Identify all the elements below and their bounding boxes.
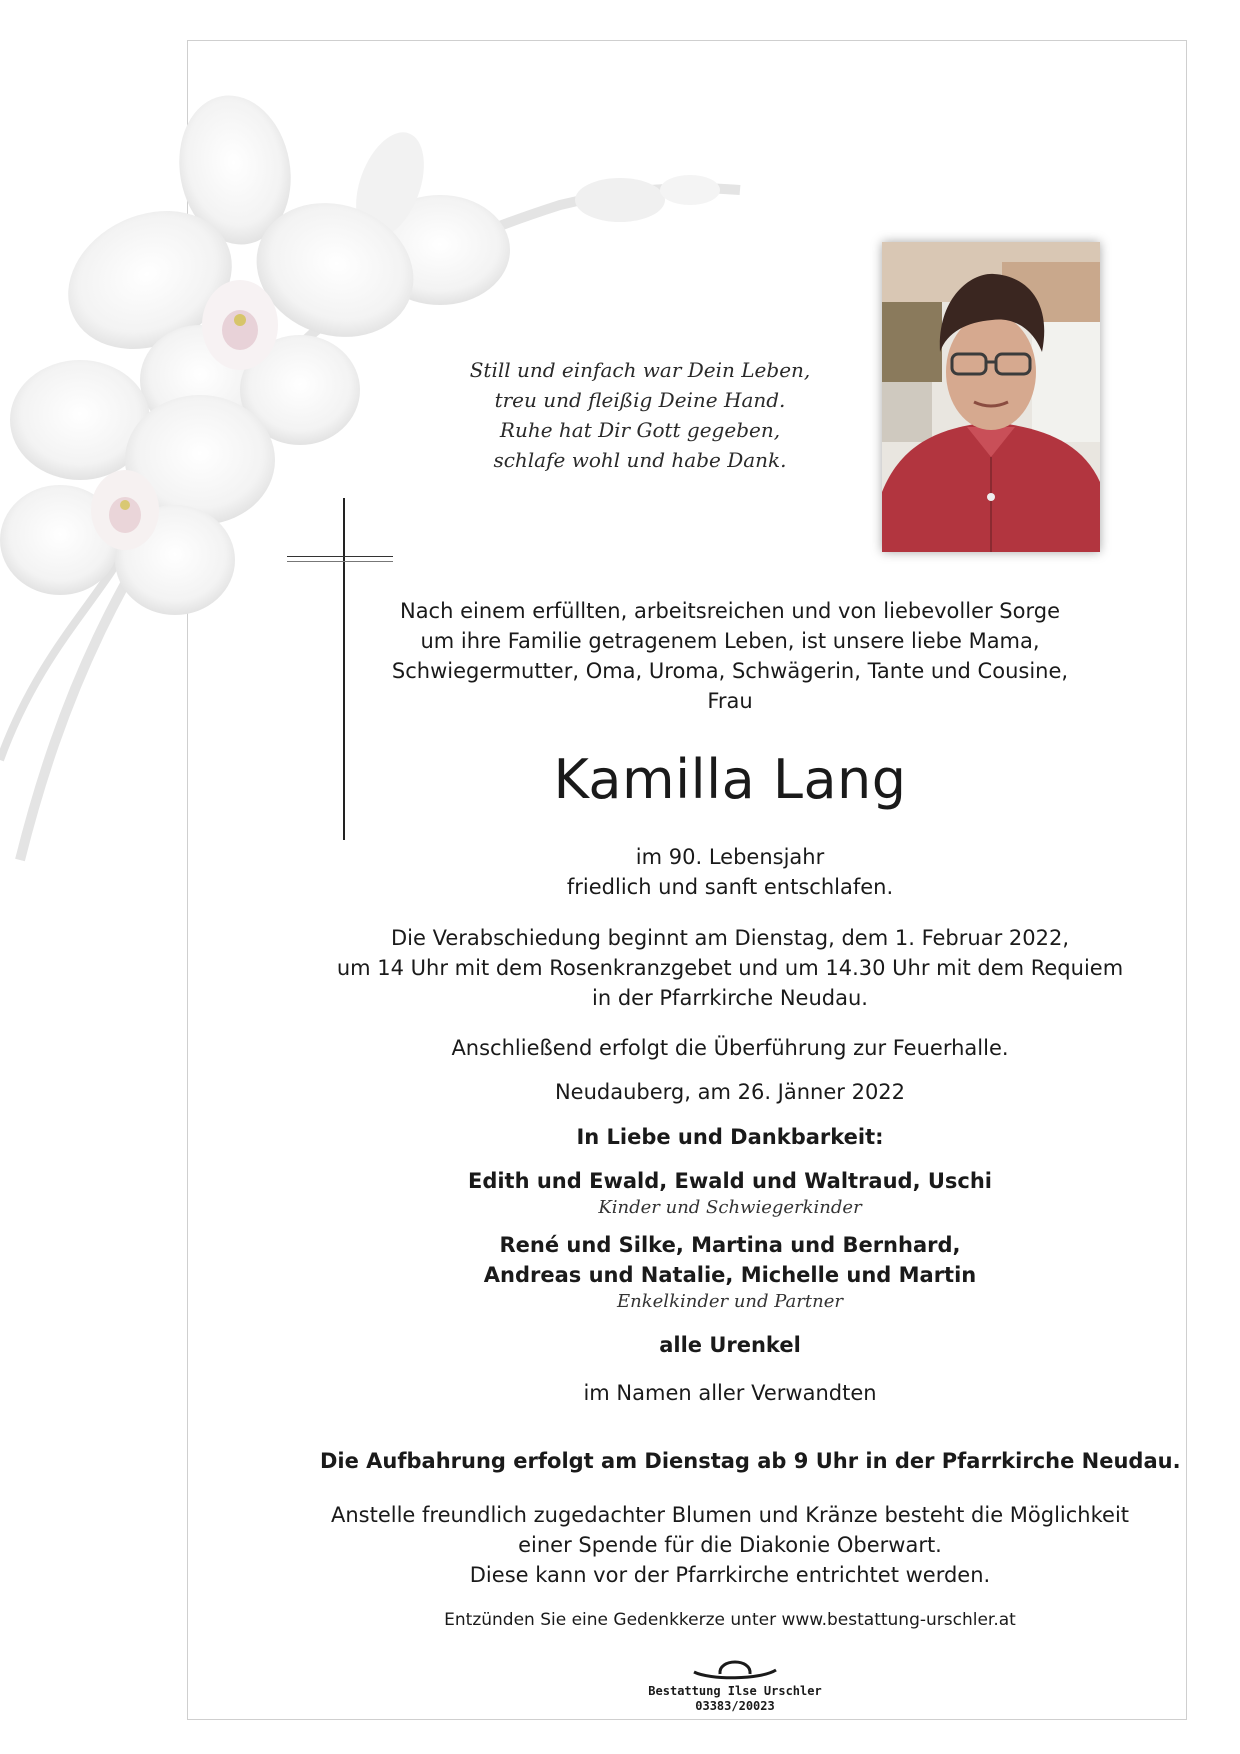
place-date: Neudauberg, am 26. Jänner 2022 bbox=[554, 1080, 906, 1104]
poem-line: Still und einfach war Dein Leben, bbox=[469, 358, 811, 382]
candle-link-text: Entzünden Sie eine Gedenkkerze unter www.bestattung-urschler.at bbox=[444, 1610, 1016, 1630]
relatives-text: im Namen aller Verwandten bbox=[583, 1381, 877, 1405]
farewell-line: Die Verabschiedung beginnt am Dienstag, dem 1. Februar 2022, bbox=[390, 926, 1069, 950]
poem-line: Ruhe hat Dir Gott gegeben, bbox=[499, 418, 781, 442]
great-grandchildren: alle Urenkel bbox=[659, 1333, 801, 1357]
intro-line: um ihre Familie getragenem Leben, ist unsere liebe Mama, bbox=[420, 629, 1040, 653]
grandchildren-block bbox=[320, 1230, 1140, 1314]
logo-phone: 03383/20023 bbox=[695, 1699, 775, 1713]
flowers-line: Anstelle freundlich zugedachter Blumen und Kränze besteht die Möglichkeit bbox=[330, 1503, 1130, 1527]
memorial-poem bbox=[400, 355, 880, 475]
portrait-photo bbox=[882, 242, 1100, 552]
viewing-notice: Die Aufbahrung erfolgt am Dienstag ab 9 Uhr in der Pfarrkirche Neudau. bbox=[320, 1449, 1181, 1473]
farewell-line: um 14 Uhr mit dem Rosenkranzgebet und um 14.30 Uhr mit dem Requiem bbox=[336, 956, 1124, 980]
farewell-line: in der Pfarrkirche Neudau. bbox=[592, 986, 868, 1010]
children-block bbox=[320, 1166, 1140, 1220]
poem-line: schlafe wohl und habe Dank. bbox=[493, 448, 787, 472]
flowers-line: Diese kann vor der Pfarrkirche entrichtet werden. bbox=[469, 1563, 991, 1587]
poem-line: treu und fleißig Deine Hand. bbox=[494, 388, 786, 412]
funeral-home-logo bbox=[620, 1648, 850, 1714]
cross-bar bbox=[287, 556, 393, 557]
intro-line: Frau bbox=[707, 689, 753, 713]
transfer-text: Anschließend erfolgt die Überführung zur Feuerhalle. bbox=[451, 1036, 1009, 1060]
flowers-line: einer Spende für die Diakonie Oberwart. bbox=[518, 1533, 942, 1557]
deceased-name: Kamilla Lang bbox=[553, 748, 907, 811]
grandchildren-names: René und Silke, Martina und Bernhard, bbox=[499, 1233, 961, 1257]
grandchildren-names: Andreas und Natalie, Michelle und Martin bbox=[483, 1263, 977, 1287]
children-role: Kinder und Schwiegerkinder bbox=[598, 1197, 862, 1218]
cross-bar-shadow bbox=[287, 561, 393, 562]
intro-line: Schwiegermutter, Oma, Uroma, Schwägerin, Tante und Cousine, bbox=[391, 659, 1069, 683]
love-heading: In Liebe und Dankbarkeit: bbox=[576, 1125, 884, 1149]
age-text bbox=[320, 842, 1140, 902]
sunrise-logo-icon bbox=[690, 1648, 780, 1682]
grandchildren-role: Enkelkinder und Partner bbox=[617, 1291, 843, 1312]
age-line: friedlich und sanft entschlafen. bbox=[566, 875, 894, 899]
children-names: Edith und Ewald, Ewald und Waltraud, Uschi bbox=[467, 1169, 993, 1193]
intro-text bbox=[320, 596, 1140, 716]
intro-line: Nach einem erfüllten, arbeitsreichen und von liebevoller Sorge bbox=[399, 599, 1060, 623]
age-line: im 90. Lebensjahr bbox=[635, 845, 825, 869]
flowers-notice bbox=[320, 1500, 1140, 1590]
farewell-text bbox=[320, 923, 1140, 1013]
logo-name: Bestattung Ilse Urschler bbox=[648, 1684, 822, 1698]
